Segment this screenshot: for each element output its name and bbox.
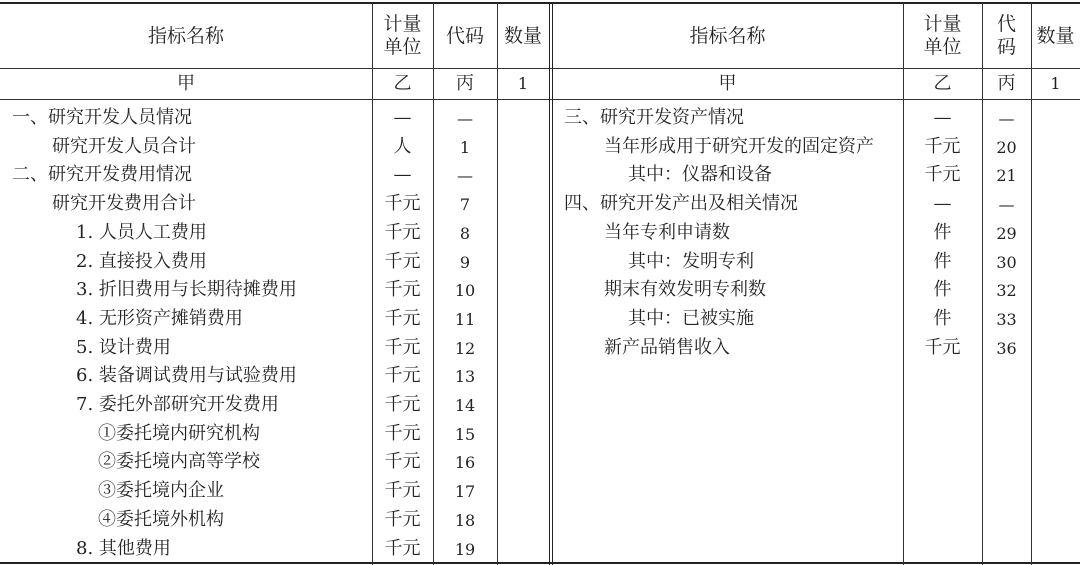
subheader-name: 甲 [718,73,737,94]
header-quantity: 数量 [1036,25,1075,47]
row-unit: 千元 [384,508,421,530]
row-indicator-name: 6. 装备调试费用与试验费用 [76,365,297,387]
row-indicator-name: 其中：已被实施 [628,307,754,329]
row-indicator-name: 其中：仪器和设备 [628,164,772,186]
row-indicator-name: 新产品销售收入 [604,336,730,358]
row-indicator-name: 7. 委托外部研究开发费用 [76,394,279,415]
row-code: 13 [454,367,476,387]
row-unit: 千元 [924,135,961,157]
subheader-unit: 乙 [393,73,412,94]
row-code: 32 [996,281,1017,301]
row-code: — [457,109,473,128]
row-indicator-name: 2. 直接投入费用 [76,250,207,272]
row-unit: 千元 [924,336,961,358]
row-unit: 千元 [384,279,421,301]
row-indicator-name: 一、研究开发人员情况 [12,107,192,128]
row-code: 30 [996,252,1017,272]
row-unit: — [933,193,952,215]
row-unit: 人 [393,135,412,157]
row-code: — [998,109,1015,128]
row-unit: 件 [933,250,952,272]
row-code: 16 [454,453,476,473]
header-indicator-name: 指标名称 [147,25,224,47]
subheader-code: 丙 [456,73,474,94]
row-indicator-name: 8. 其他费用 [76,537,171,559]
row-code: — [457,166,473,186]
row-indicator-name: 当年形成用于研究开发的固定资产 [604,135,874,157]
row-indicator-name: 期末有效发明专利数 [604,279,766,301]
row-indicator-name: 三、研究开发资产情况 [564,107,744,128]
row-code: 7 [459,195,471,215]
row-unit: 千元 [384,480,421,502]
row-unit: 件 [933,221,952,243]
row-code: 18 [454,510,476,530]
header-indicator-name: 指标名称 [689,25,766,47]
row-code: 19 [454,539,476,559]
row-indicator-name: 研究开发费用合计 [52,193,196,215]
header-rule [0,68,1080,69]
row-unit: 千元 [384,250,421,272]
row-indicator-name: 其中：发明专利 [628,250,754,272]
row-unit: — [933,107,952,128]
row-code: — [998,195,1015,215]
row-code: 14 [454,396,476,415]
subheader-code: 丙 [997,73,1016,94]
header-code: 代码 [445,25,484,47]
header-quantity: 数量 [503,25,542,47]
row-indicator-name: ②委托境内高等学校 [98,451,260,473]
table-center-divider [549,3,550,565]
row-indicator-name: 研究开发人员合计 [52,135,196,157]
row-indicator-name: 当年专利申请数 [604,221,730,243]
row-unit: 千元 [384,221,421,243]
row-indicator-name: 1. 人员人工费用 [76,221,207,243]
row-indicator-name: 4. 无形资产摊销费用 [76,307,243,329]
row-code: 21 [996,166,1017,186]
header-unit-line2: 单位 [383,36,422,58]
row-code: 20 [996,137,1017,157]
row-code: 1 [459,137,471,157]
row-indicator-name: 四、研究开发产出及相关情况 [564,193,798,215]
header-code-line1: 代 [996,13,1016,35]
row-unit: 千元 [384,537,421,559]
subheader-rule [0,99,1080,100]
row-indicator-name: 3. 折旧费用与长期待摊费用 [76,279,297,301]
row-code: 11 [454,309,476,329]
row-code: 17 [454,482,476,502]
row-unit: — [393,164,412,186]
row-unit: 千元 [384,307,421,329]
row-indicator-name: 5. 设计费用 [76,336,171,358]
row-unit: 千元 [384,451,421,473]
row-unit: 件 [933,279,952,301]
row-code: 33 [996,309,1017,329]
row-indicator-name: ①委托境内研究机构 [98,422,260,444]
row-unit: 千元 [384,365,421,387]
subheader-name: 甲 [177,73,195,94]
row-code: 12 [454,338,476,358]
row-code: 8 [459,223,471,243]
header-unit-line1: 计量 [383,13,422,35]
row-unit: 千元 [384,193,421,215]
bottom-rule [0,562,1080,564]
subheader-unit: 乙 [933,73,952,94]
row-unit: — [393,107,412,128]
row-indicator-name: ③委托境内企业 [98,480,224,502]
subheader-quantity: 1 [1050,74,1061,93]
row-code: 36 [996,338,1017,358]
row-unit: 件 [933,307,952,329]
row-code: 15 [454,424,476,444]
row-code: 29 [996,223,1017,243]
top-rule [0,2,1080,4]
row-code: 10 [454,281,476,301]
header-unit-line1: 计量 [923,13,962,35]
row-unit: 千元 [384,422,421,444]
row-unit: 千元 [384,336,421,358]
header-code-line2: 码 [996,36,1016,58]
row-indicator-name: 二、研究开发费用情况 [12,164,192,186]
row-indicator-name: ④委托境外机构 [98,508,224,530]
header-unit-line2: 单位 [923,36,962,58]
row-code: 9 [459,252,471,272]
row-unit: 千元 [384,394,421,415]
row-unit: 千元 [924,164,961,186]
subheader-quantity: 1 [517,74,529,93]
